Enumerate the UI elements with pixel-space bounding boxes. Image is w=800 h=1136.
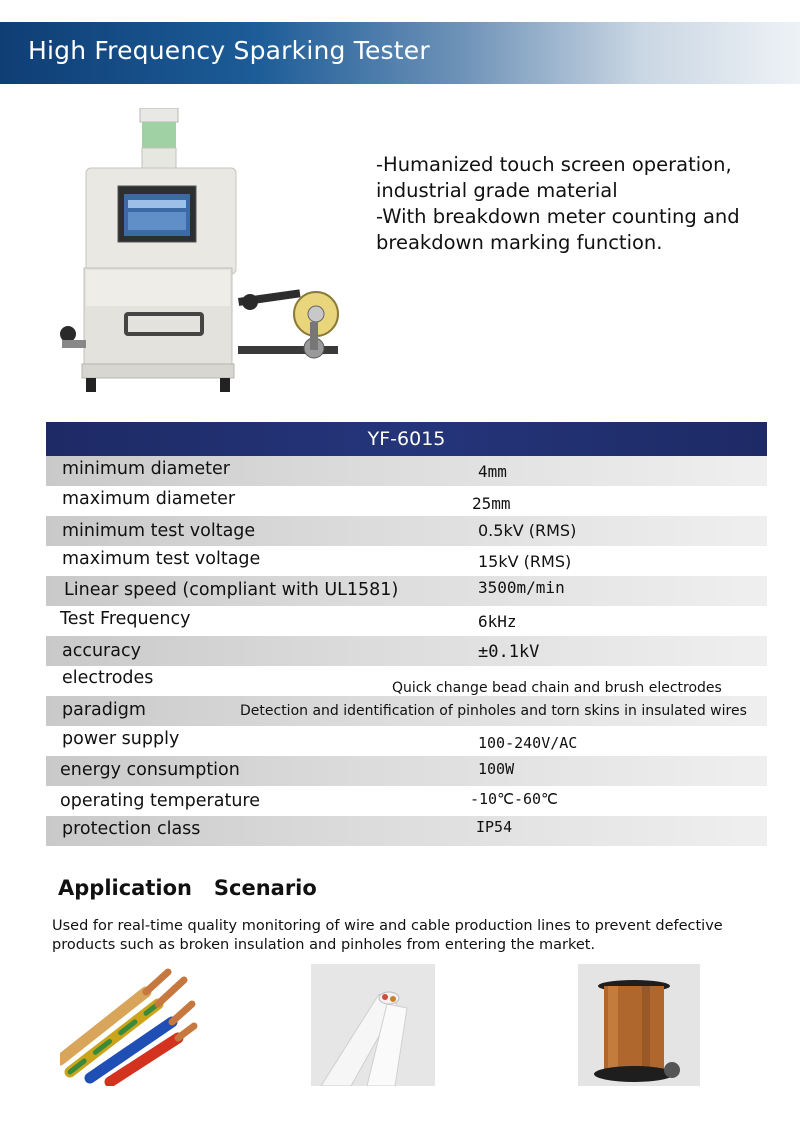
spec-row — [46, 726, 767, 756]
spec-label: paradigm — [62, 700, 146, 720]
spec-value: -10℃-60℃ — [470, 790, 558, 808]
spec-value: 0.5kV (RMS) — [478, 521, 577, 540]
application-title: Application Scenario — [58, 876, 317, 900]
spec-label: electrodes — [62, 668, 154, 688]
spec-value: 100W — [478, 760, 515, 778]
spec-row — [46, 756, 767, 786]
colored-wires-photo — [60, 964, 200, 1086]
flat-white-cable-photo — [311, 964, 435, 1086]
spec-row — [46, 576, 767, 606]
spec-label: minimum test voltage — [62, 521, 256, 541]
application-description: Used for real-time quality monitoring of wire and cable production lines to prevent defective products such as broken insulation and pinholes from entering the market. — [52, 918, 723, 953]
spec-label: maximum diameter — [62, 489, 236, 509]
spec-value: 4mm — [478, 462, 507, 481]
spec-label: Test Frequency — [60, 609, 191, 629]
spec-row — [46, 516, 767, 546]
spec-row — [46, 636, 767, 666]
spec-row — [46, 786, 767, 816]
spec-value: 100-240V/AC — [478, 734, 578, 752]
spec-value: IP54 — [476, 818, 513, 836]
feature-item: -With breakdown meter counting and breakdown marking function. — [376, 205, 746, 254]
spec-table — [46, 456, 767, 846]
spec-value: 15kV (RMS) — [478, 552, 572, 571]
spec-label: power supply — [62, 729, 180, 749]
copper-wire-spool-photo — [578, 964, 700, 1086]
spec-row — [46, 666, 767, 696]
spec-value: Detection and identification of pinholes and torn skins in insulated wires — [240, 703, 747, 719]
spec-value: 3500m/min — [478, 578, 565, 597]
spec-value: ±0.1kV — [478, 642, 540, 662]
feature-list — [376, 152, 756, 256]
spec-value: Quick change bead chain and brush electrodes — [392, 680, 722, 696]
spec-table-header — [46, 422, 767, 456]
page-title: High Frequency Sparking Tester — [28, 36, 430, 65]
spec-label: Linear speed (compliant with UL1581) — [64, 580, 399, 600]
spec-row — [46, 456, 767, 486]
spec-label: operating temperature — [60, 791, 260, 811]
spec-row — [46, 546, 767, 576]
spec-value: 6kHz — [478, 612, 517, 631]
spec-label: minimum diameter — [62, 459, 230, 479]
spec-label: protection class — [62, 819, 201, 839]
spec-row — [46, 486, 767, 516]
spec-label: energy consumption — [60, 760, 240, 780]
feature-item: -Humanized touch screen operation, industrial grade material — [376, 153, 738, 202]
spec-value: 25mm — [472, 494, 511, 513]
spec-row — [46, 606, 767, 636]
spec-row — [46, 816, 767, 846]
spec-row — [46, 696, 767, 726]
spec-label: maximum test voltage — [62, 549, 261, 569]
spec-label: accuracy — [62, 641, 141, 661]
sparking-tester-machine-image — [52, 108, 352, 400]
model-name: YF-6015 — [367, 428, 446, 450]
header-banner — [0, 22, 800, 84]
